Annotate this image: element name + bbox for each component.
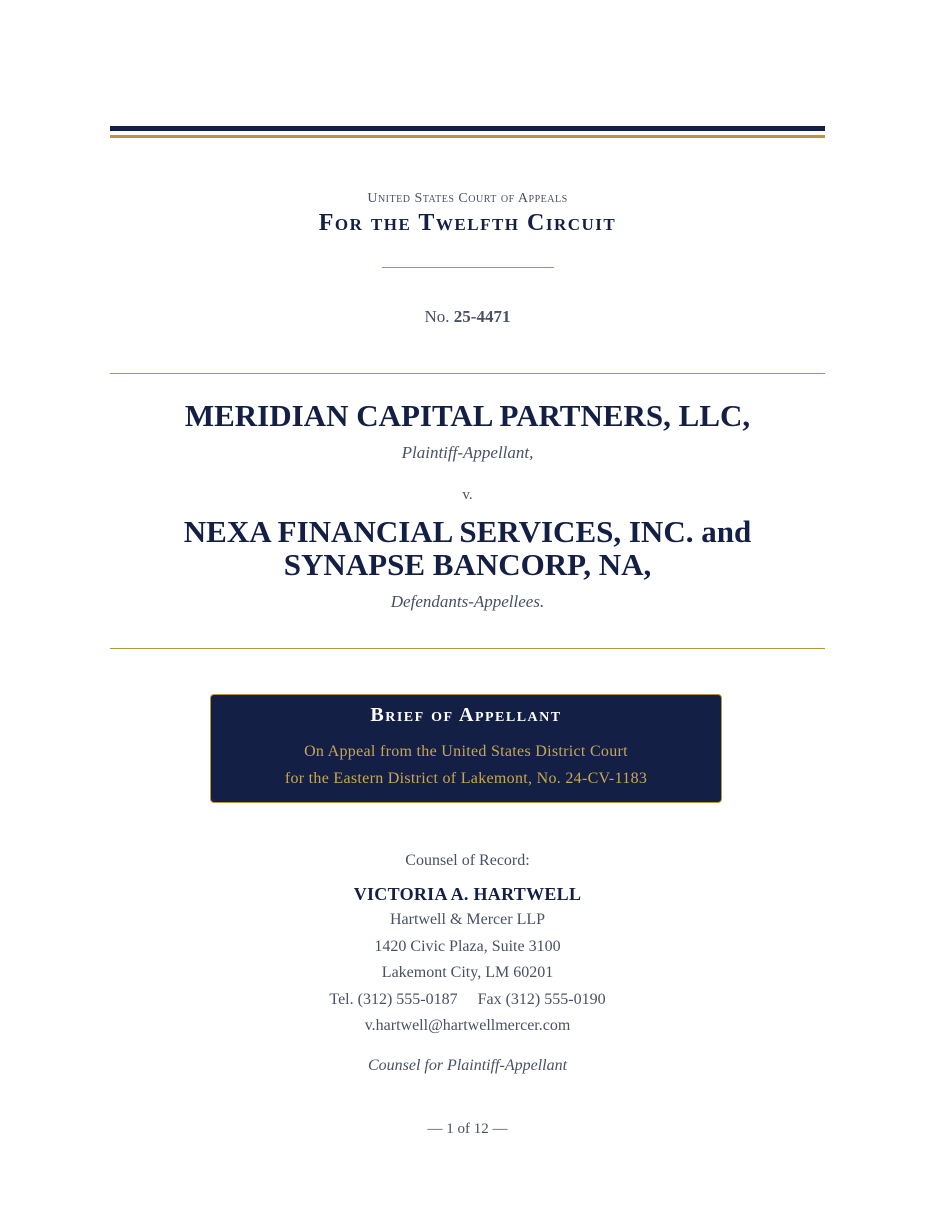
counsel-name: VICTORIA A. HARTWELL bbox=[353, 884, 582, 904]
page-indicator: — 1 of 12 — bbox=[427, 1121, 508, 1137]
brief-title: Brief of Appellant bbox=[370, 704, 562, 726]
counsel-address2: Lakemont City, LM 60201 bbox=[381, 964, 554, 981]
counsel-tel: Tel. (312) 555-0187 bbox=[329, 991, 458, 1008]
brief-title-box bbox=[210, 694, 722, 803]
brief-subtitle-line2: for the Eastern District of Lakemont, No. 24-CV-1183 bbox=[284, 770, 648, 787]
court-divider bbox=[382, 267, 554, 268]
appellant-role: Plaintiff-Appellant, bbox=[401, 443, 534, 462]
brief-subtitle-line1: On Appeal from the United States District Court bbox=[304, 743, 628, 760]
counsel-email[interactable]: v.hartwell@hartwellmercer.com bbox=[364, 1017, 571, 1034]
header-gold-rule bbox=[110, 135, 825, 138]
counsel-firm: Hartwell & Mercer LLP bbox=[389, 911, 546, 928]
caption-top-rule bbox=[110, 373, 825, 374]
counsel-phone-fax bbox=[110, 991, 825, 1009]
docket-number bbox=[110, 307, 825, 327]
counsel-address1: 1420 Civic Plaza, Suite 3100 bbox=[374, 938, 561, 955]
appellee-name-line1: NEXA FINANCIAL SERVICES, INC. and bbox=[183, 514, 752, 549]
header-navy-rule bbox=[110, 126, 825, 131]
appellee-role: Defendants-Appellees. bbox=[390, 592, 545, 611]
counsel-representing: Counsel for Plaintiff-Appellant bbox=[367, 1057, 568, 1074]
appellant-name: MERIDIAN CAPITAL PARTNERS, LLC, bbox=[184, 398, 751, 433]
court-name-line2: For the Twelfth Circuit bbox=[318, 210, 617, 236]
versus: v. bbox=[462, 487, 473, 503]
appellee-name-line2: SYNAPSE BANCORP, NA, bbox=[283, 547, 652, 582]
counsel-fax: Fax (312) 555-0190 bbox=[477, 991, 606, 1008]
docket-prefix: No. bbox=[424, 307, 450, 326]
docket-value: 25-4471 bbox=[453, 307, 511, 326]
court-name-line1: United States Court of Appeals bbox=[367, 191, 568, 206]
counsel-label: Counsel of Record: bbox=[405, 852, 530, 869]
caption-bottom-rule bbox=[110, 648, 825, 649]
